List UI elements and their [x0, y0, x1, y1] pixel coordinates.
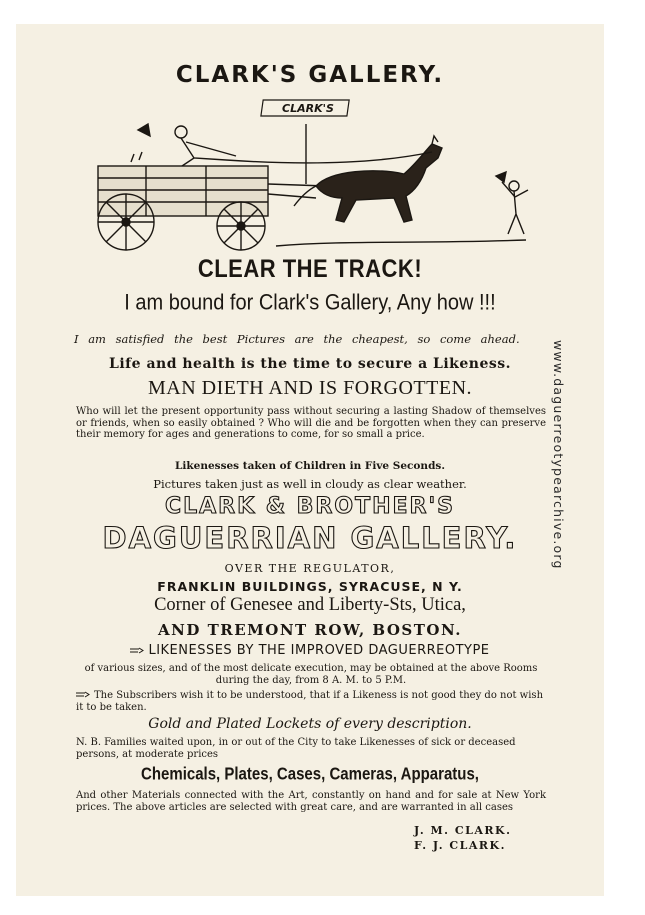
- improved-daguerreotype-line: [16, 643, 604, 658]
- franklin-address: FRANKLIN BUILDINGS, SYRACUSE, N Y.: [157, 579, 463, 594]
- pointing-hand-icon: [130, 647, 144, 654]
- utica-address: Corner of Genesee and Liberty-Sts, Utica,: [154, 595, 466, 615]
- children-line: Likenesses taken of Children in Five Seconds.: [175, 460, 445, 472]
- signature-jm-clark: J. M. CLARK.: [414, 824, 512, 837]
- nb-families-paragraph: N. B. Families waited upon, in or out of the City to take Likenesses of sick or deceased persons, at moderate prices: [76, 737, 516, 760]
- subscribers-text: The Subscribers wish it to be understood, that if a Likeness is not good they do not wish it to be taken.: [76, 690, 544, 713]
- weather-line: Pictures taken just as well in cloudy as clear weather.: [153, 477, 467, 491]
- chemicals-heading: Chemicals, Plates, Cases, Cameras, Apparatus,: [141, 764, 479, 785]
- lockets-line: Gold and Plated Lockets of every description.: [148, 716, 472, 732]
- watermark-text: www.daguerreotypearchive.org: [551, 340, 566, 570]
- advertisement-page: [16, 24, 604, 896]
- pointing-hand-icon: [76, 691, 90, 698]
- boston-address: AND TREMONT ROW, BOSTON.: [158, 621, 462, 639]
- subheadline: I am bound for Clark's Gallery, Any how !!!: [124, 290, 496, 316]
- who-will-paragraph: Who will let the present opportunity pass without securing a lasting Shadow of themselves or friends, when so easily obtained ? Who will die and be forgotten when they can preserve their memory for ages and generations to come, for so small a price.: [76, 406, 546, 440]
- sign-text: CLARK'S: [282, 102, 334, 115]
- improved-daguerreotype-text: LIKENESSES BY THE IMPROVED DAGUERREOTYPE: [148, 643, 490, 658]
- subscribers-paragraph: [76, 690, 546, 713]
- page-title: CLARK'S GALLERY.: [175, 62, 445, 88]
- other-materials-paragraph: And other Materials connected with the Art, constantly on hand and for sale at New York prices. The above articles are selected with great care, and are warranted in all cases: [76, 790, 546, 813]
- horse-wagon-illustration: [86, 94, 536, 254]
- satisfied-line: I am satisfied the best Pictures are the cheapest, so come ahead.: [74, 332, 520, 346]
- man-dieth-heading: MAN DIETH AND IS FORGOTTEN.: [147, 377, 473, 399]
- brothers-heading: CLARK & BROTHER'S: [164, 494, 456, 519]
- signature-fj-clark: F. J. CLARK.: [414, 839, 506, 852]
- gallery-name-heading: DAGUERRIAN GALLERY.: [102, 521, 518, 555]
- headline: CLEAR THE TRACK!: [197, 254, 423, 283]
- life-health-line: Life and health is the time to secure a Likeness.: [108, 356, 512, 372]
- over-regulator-line: OVER THE REGULATOR,: [224, 562, 396, 575]
- various-sizes-paragraph: of various sizes, and of the most delicate execution, may be obtained at the above Rooms during the day, from 8 A. M. to 5 P.M.: [84, 663, 538, 686]
